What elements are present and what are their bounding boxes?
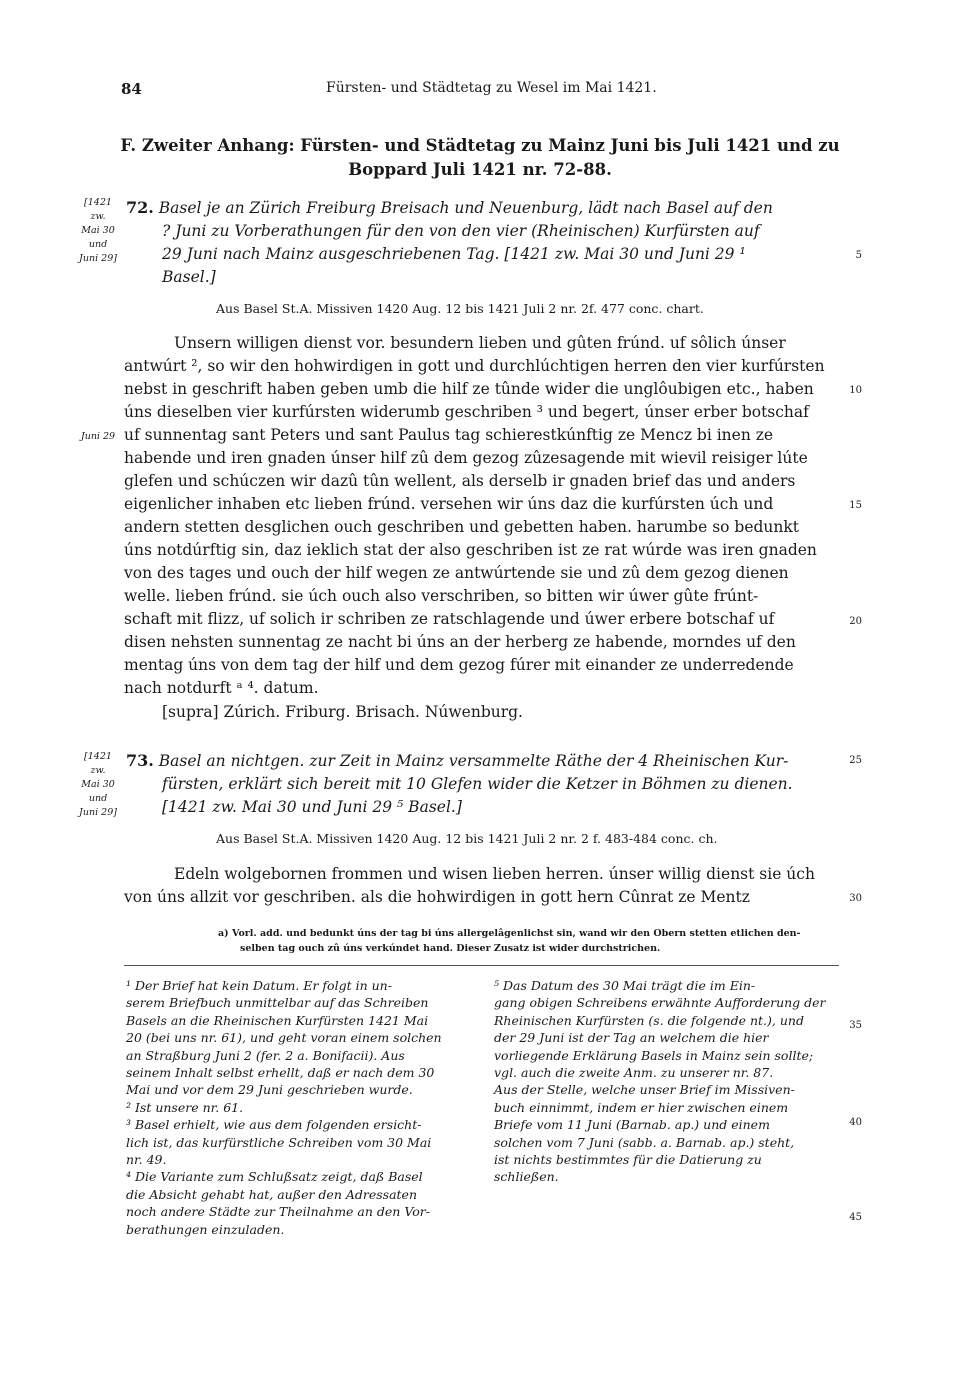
footnote-line: ist nichts bestimmtes für die Datierung zu [494, 1152, 762, 1168]
footnote-divider [124, 965, 839, 966]
body-line: nebst in geschrift haben geben umb die hilf ze tûnde wider die unglôubigen etc., haben [124, 380, 814, 398]
line-number: 15 [849, 500, 862, 511]
body-line: glefen und schúczen wir dazû tûn wellent, als derselb ir gnaden brief das und anders [124, 472, 796, 490]
footnote-line: vorliegende Erklärung Basels in Mainz sein sollte; [494, 1047, 814, 1063]
source-note-72: Aus Basel St.A. Missiven 1420 Aug. 12 bis 1421 Juli 2 nr. 2f. 477 conc. chart. [216, 301, 704, 316]
body-line: úns dieselben vier kurfúrsten widerumb geschriben ³ und begert, únser erber botschaf [124, 403, 809, 421]
apparatus-line: a) Vorl. add. und bedunkt úns der tag bi úns allergelâgenlichst sin, wand wir den Obern stetten etlichen den- [218, 928, 801, 939]
body-line: von úns allzit vor geschriben. als die hohwirdigen in gott hern Cûnrat ze Mentz [124, 888, 750, 906]
line-number: 5 [855, 250, 862, 261]
regest-line: Basel je an Zürich Freiburg Breisach und Neuenburg, lädt nach Basel auf den [158, 199, 773, 217]
footnote-line: ¹ Der Brief hat kein Datum. Er folgt in un- [126, 978, 392, 993]
body-line: welle. lieben frúnd. sie úch ouch also verschriben, so bitten wir úwer gûte frúnt- [124, 587, 759, 605]
margin-date-line: Juni 29] [79, 253, 117, 264]
footnote-line: berathungen einzuladen. [126, 1221, 285, 1237]
footnote-line: schließen. [494, 1169, 559, 1185]
margin-date-line: und [88, 239, 108, 250]
margin-date-inline: Juni 29 [80, 431, 116, 442]
regest-line: Basel an nichtgen. zur Zeit in Mainz versammelte Räthe der 4 Rheinischen Kur- [158, 752, 789, 770]
body-line: eigenlicher inhaben etc lieben frúnd. versehen wir úns daz die kurfúrsten úch und [124, 495, 774, 513]
body-line: habende und iren gnaden únser hilf zû dem gezog zûzesagende mit wievil reisiger lúte [124, 449, 808, 467]
footnote-line: ⁴ Die Variante zum Schlußsatz zeigt, daß Basel [126, 1169, 423, 1185]
footnote-line: ⁵ Das Datum des 30 Mai trägt die im Ein- [494, 978, 756, 993]
footnote-line: noch andere Städte zur Theilnahme an den Vor- [126, 1204, 430, 1220]
footnote-line: Briefe vom 11 Juni (Barnab. ap.) und einem [494, 1117, 770, 1133]
margin-date-line: Juni 29] [79, 807, 117, 818]
margin-date-line: zw. [90, 211, 106, 222]
body-line: disen nehsten sunnentag ze nacht bi úns an der herberg ze habende, morndes uf den [124, 633, 796, 651]
margin-date-72 [72, 196, 124, 266]
body-line: von des tages und ouch der hilf wegen ze antwúrtende sie und zû dem gezog dienen [124, 564, 789, 582]
footnote-line: buch einnimmt, indem er hier zwischen einem [494, 1099, 789, 1115]
margin-date-line: Mai 30 [81, 779, 115, 790]
footnote-line: die Absicht gehabt hat, außer den Adressaten [126, 1186, 418, 1202]
signature-72: [supra] Zúrich. Friburg. Brisach. Núwenburg. [162, 703, 523, 721]
line-number: 20 [849, 616, 862, 627]
apparatus-line: selben tag ouch zû úns verkúndet hand. Dieser Zusatz ist wider durchstrichen. [240, 943, 661, 954]
margin-date-line: und [88, 793, 108, 804]
regest-72 [126, 196, 846, 289]
regest-73 [126, 749, 846, 819]
body-line: schaft mit flizz, uf solich ir schriben ze ratschlagende und úwer erbere botschaf uf [124, 610, 775, 628]
footnote-line: seinem Inhalt selbst erhellt, daß er nach dem 30 [126, 1065, 435, 1081]
margin-date-line: [1421 [84, 197, 112, 208]
footnote-line: der 29 Juni ist der Tag an welchem die hier [494, 1030, 769, 1046]
footnote-line: Rheinischen Kurfürsten (s. die folgende nt.), und [494, 1012, 804, 1028]
line-number: 40 [849, 1117, 862, 1128]
footnote-line: 20 (bei uns nr. 61), und geht voran einem solchen [126, 1030, 442, 1046]
page-number: 84 [121, 80, 142, 98]
line-number: 25 [849, 755, 862, 766]
regest-line: 29 Juni nach Mainz ausgeschriebenen Tag. [1421 zw. Mai 30 und Juni 29 ¹ [162, 245, 746, 263]
footnote-line: an Straßburg Juni 2 (fer. 2 a. Bonifacii). Aus [126, 1047, 405, 1063]
line-number: 45 [849, 1212, 862, 1223]
margin-date-line: Mai 30 [81, 225, 115, 236]
line-number: 10 [849, 385, 862, 396]
footnote-line: Aus der Stelle, welche unser Brief im Missiven- [494, 1082, 795, 1098]
footnote-line: ² Ist unsere nr. 61. [126, 1099, 244, 1115]
regest-line: [1421 zw. Mai 30 und Juni 29 ⁵ Basel.] [162, 798, 462, 816]
document-number: 73. [126, 751, 154, 770]
running-title: Fürsten- und Städtetag zu Wesel im Mai 1421. [326, 80, 657, 96]
body-line: Unsern willigen dienst vor. besundern lieben und gûten frúnd. uf sôlich únser [174, 334, 786, 352]
footnote-line: Mai und vor dem 29 Juni geschrieben wurde. [126, 1082, 413, 1098]
body-line: andern stetten desglichen ouch geschriben und gebetten haben. harumbe so bedunkt [124, 518, 800, 536]
line-number: 30 [849, 893, 862, 904]
section-title: F. Zweiter Anhang: Fürsten- und Städtetag zu Mainz Juni bis Juli 1421 und zu Boppard Juli 1421 nr. 72-88. [120, 136, 840, 179]
footnote-line: gang obigen Schreibens erwähnte Aufforderung der [494, 995, 826, 1011]
footnote-line: serem Briefbuch unmittelbar auf das Schreiben [126, 995, 429, 1011]
regest-line: Basel.] [162, 268, 216, 286]
margin-date-line: [1421 [84, 751, 112, 762]
footnote-line: nr. 49. [126, 1152, 167, 1168]
body-line: nach notdurft ᵃ ⁴. datum. [124, 679, 319, 697]
footnote-line: Basels an die Rheinischen Kurfürsten 1421 Mai [126, 1012, 429, 1028]
body-line: mentag úns von dem tag der hilf und dem gezog fúrer mit einander ze underredende [124, 656, 794, 674]
body-line: antwúrt ², so wir den hohwirdigen in gott und durchlúchtigen herren den vier kurfúrsten [124, 357, 825, 375]
margin-date-73 [72, 750, 124, 820]
body-line: úns notdúrftig sin, daz ieklich stat der also geschriben ist ze rat wúrde was iren gnaden [124, 541, 817, 559]
footnote-line: ³ Basel erhielt, wie aus dem folgenden ersicht- [126, 1117, 422, 1133]
footnote-line: vgl. auch die zweite Anm. zu unserer nr. 87. [494, 1065, 774, 1081]
body-line: Edeln wolgebornen frommen und wisen lieben herren. únser willig dienst sie úch [174, 865, 815, 883]
margin-date-line: zw. [90, 765, 106, 776]
line-number: 35 [849, 1020, 862, 1031]
footnote-line: lich ist, das kurfürstliche Schreiben vom 30 Mai [126, 1134, 432, 1150]
document-number: 72. [126, 198, 154, 217]
footnotes-left [126, 977, 476, 1238]
footnotes-right [494, 977, 840, 1186]
regest-line: ? Juni zu Vorberathungen für den von den vier (Rheinischen) Kurfürsten auf [162, 222, 760, 240]
footnote-line: solchen vom 7 Juni (sabb. a. Barnab. ap.) steht, [494, 1134, 795, 1150]
source-note-73: Aus Basel St.A. Missiven 1420 Aug. 12 bis 1421 Juli 2 nr. 2 f. 483-484 conc. ch. [216, 831, 718, 846]
body-line: uf sunnentag sant Peters und sant Paulus tag schierestkúnftig ze Mencz bi inen ze [124, 426, 774, 444]
regest-line: fürsten, erklärt sich bereit mit 10 Glefen wider die Ketzer in Böhmen zu dienen. [162, 775, 793, 793]
